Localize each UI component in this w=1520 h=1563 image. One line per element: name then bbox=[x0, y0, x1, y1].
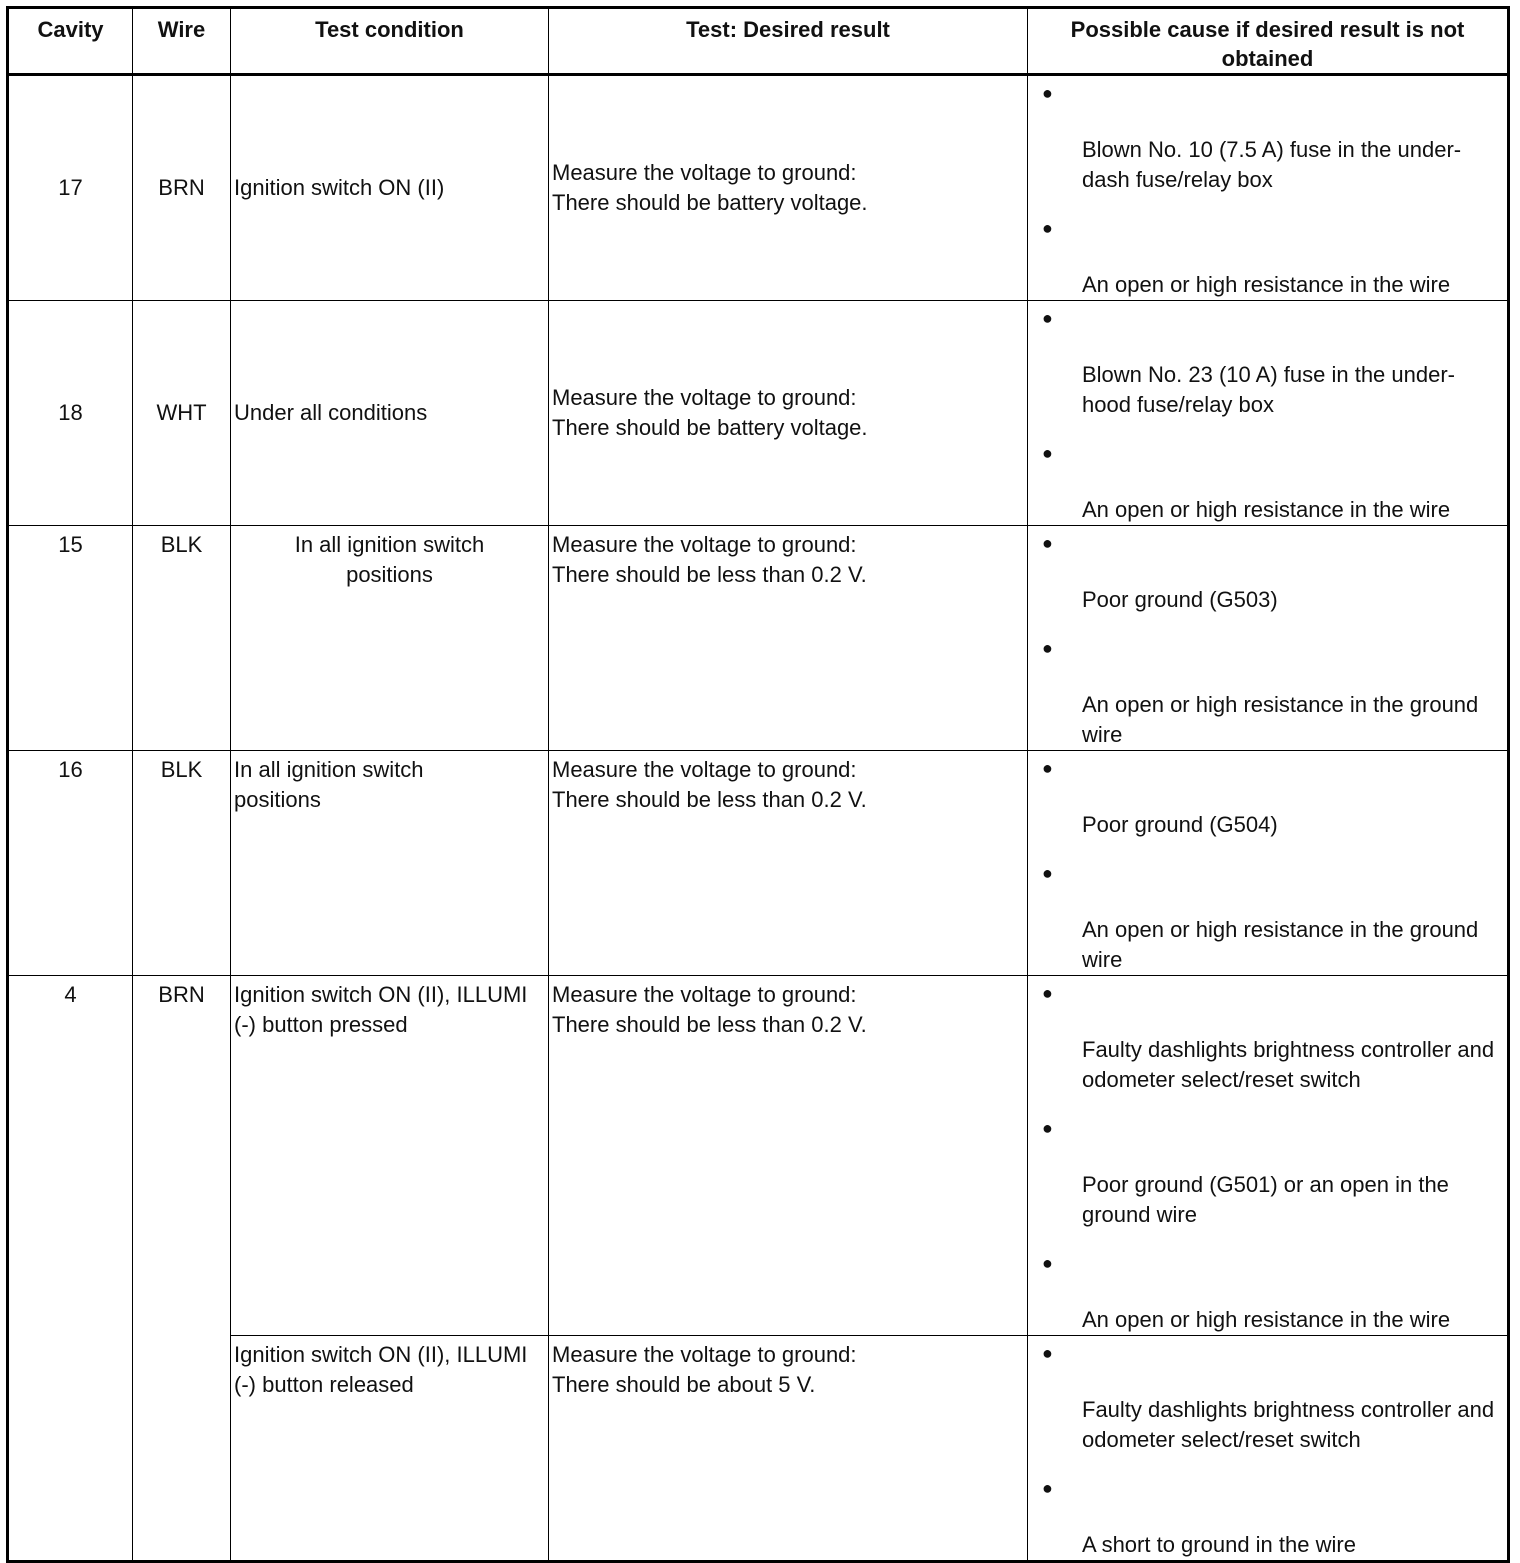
result-line: Measure the voltage to ground: bbox=[552, 757, 857, 782]
result-cell bbox=[549, 976, 1028, 1336]
cause-item bbox=[1042, 1340, 1503, 1455]
header-test-condition: Test condition bbox=[231, 8, 549, 75]
bullet-icon: ● bbox=[1042, 638, 1053, 658]
condition-cell: Ignition switch ON (II) bbox=[231, 75, 549, 301]
table-row bbox=[8, 1336, 1509, 1562]
bullet-icon: ● bbox=[1042, 1253, 1053, 1273]
diagnostic-table bbox=[6, 6, 1510, 1563]
cause-text: Poor ground (G503) bbox=[1082, 587, 1278, 612]
bullet-icon: ● bbox=[1042, 983, 1053, 1003]
result-line: Measure the voltage to ground: bbox=[552, 160, 857, 185]
result-line: Measure the voltage to ground: bbox=[552, 532, 857, 557]
bullet-icon: ● bbox=[1042, 218, 1053, 238]
cause-item bbox=[1042, 1475, 1503, 1560]
causes-cell bbox=[1028, 1336, 1509, 1562]
wire-cell: BLK bbox=[133, 526, 231, 751]
result-line: Measure the voltage to ground: bbox=[552, 385, 857, 410]
table-row bbox=[8, 751, 1509, 976]
result-cell bbox=[549, 751, 1028, 976]
cause-text: Blown No. 10 (7.5 A) fuse in the under-dash fuse/relay box bbox=[1082, 137, 1462, 192]
cavity-cell: 18 bbox=[8, 301, 133, 526]
bullet-icon: ● bbox=[1042, 1118, 1053, 1138]
cause-item bbox=[1042, 80, 1503, 195]
result-cell bbox=[549, 75, 1028, 301]
result-line: There should be battery voltage. bbox=[552, 415, 868, 440]
result-cell bbox=[549, 301, 1028, 526]
cause-text: An open or high resistance in the wire bbox=[1082, 1307, 1451, 1332]
table-row bbox=[8, 976, 1509, 1336]
condition-cell: Under all conditions bbox=[231, 301, 549, 526]
cavity-cell: 17 bbox=[8, 75, 133, 301]
cause-text: Faulty dashlights brightness controller and odometer select/reset switch bbox=[1082, 1397, 1495, 1452]
bullet-icon: ● bbox=[1042, 443, 1053, 463]
result-line: There should be less than 0.2 V. bbox=[552, 1012, 867, 1037]
condition-cell: Ignition switch ON (II), ILLUMI (-) button pressed bbox=[231, 976, 549, 1336]
header-possible-cause: Possible cause if desired result is not obtained bbox=[1028, 8, 1509, 75]
bullet-icon: ● bbox=[1042, 308, 1053, 328]
cause-text: An open or high resistance in the ground wire bbox=[1082, 917, 1479, 972]
table-row bbox=[8, 75, 1509, 301]
causes-cell bbox=[1028, 301, 1509, 526]
cause-item bbox=[1042, 305, 1503, 420]
header-desired-result: Test: Desired result bbox=[549, 8, 1028, 75]
result-line: There should be less than 0.2 V. bbox=[552, 787, 867, 812]
causes-cell bbox=[1028, 526, 1509, 751]
cause-item bbox=[1042, 755, 1503, 840]
cause-text: A short to ground in the wire bbox=[1082, 1532, 1356, 1557]
cause-item bbox=[1042, 980, 1503, 1095]
bullet-icon: ● bbox=[1042, 83, 1053, 103]
condition-cell: In all ignition switch positions bbox=[231, 751, 549, 976]
causes-cell bbox=[1028, 751, 1509, 976]
cause-item bbox=[1042, 440, 1503, 525]
header-cavity: Cavity bbox=[8, 8, 133, 75]
bullet-icon: ● bbox=[1042, 1343, 1053, 1363]
cause-item bbox=[1042, 530, 1503, 615]
cause-item bbox=[1042, 860, 1503, 975]
cause-item bbox=[1042, 1115, 1503, 1230]
result-line: There should be less than 0.2 V. bbox=[552, 562, 867, 587]
bullet-icon: ● bbox=[1042, 1478, 1053, 1498]
result-line: Measure the voltage to ground: bbox=[552, 1342, 857, 1367]
cavity-cell: 15 bbox=[8, 526, 133, 751]
cause-text: Blown No. 23 (10 A) fuse in the under-hood fuse/relay box bbox=[1082, 362, 1455, 417]
wire-cell: BRN bbox=[133, 75, 231, 301]
cause-text: An open or high resistance in the wire bbox=[1082, 272, 1451, 297]
result-line: There should be about 5 V. bbox=[552, 1372, 816, 1397]
cause-item bbox=[1042, 1250, 1503, 1335]
result-cell bbox=[549, 526, 1028, 751]
cause-text: Faulty dashlights brightness controller and odometer select/reset switch bbox=[1082, 1037, 1495, 1092]
causes-cell bbox=[1028, 75, 1509, 301]
condition-cell: In all ignition switch positions bbox=[231, 526, 549, 751]
cause-text: Poor ground (G504) bbox=[1082, 812, 1278, 837]
result-cell bbox=[549, 1336, 1028, 1562]
cause-text: An open or high resistance in the ground wire bbox=[1082, 692, 1479, 747]
cause-item bbox=[1042, 635, 1503, 750]
bullet-icon: ● bbox=[1042, 758, 1053, 778]
wire-cell: BRN bbox=[133, 976, 231, 1562]
cause-text: Poor ground (G501) or an open in the ground wire bbox=[1082, 1172, 1449, 1227]
cause-text: An open or high resistance in the wire bbox=[1082, 497, 1451, 522]
header-row bbox=[8, 8, 1509, 75]
cavity-cell: 16 bbox=[8, 751, 133, 976]
cavity-cell: 4 bbox=[8, 976, 133, 1562]
table-row bbox=[8, 526, 1509, 751]
causes-cell bbox=[1028, 976, 1509, 1336]
result-line: Measure the voltage to ground: bbox=[552, 982, 857, 1007]
table-row bbox=[8, 301, 1509, 526]
condition-cell: Ignition switch ON (II), ILLUMI (-) button released bbox=[231, 1336, 549, 1562]
result-line: There should be battery voltage. bbox=[552, 190, 868, 215]
wire-cell: BLK bbox=[133, 751, 231, 976]
header-wire: Wire bbox=[133, 8, 231, 75]
bullet-icon: ● bbox=[1042, 863, 1053, 883]
cause-item bbox=[1042, 215, 1503, 300]
wire-cell: WHT bbox=[133, 301, 231, 526]
bullet-icon: ● bbox=[1042, 533, 1053, 553]
